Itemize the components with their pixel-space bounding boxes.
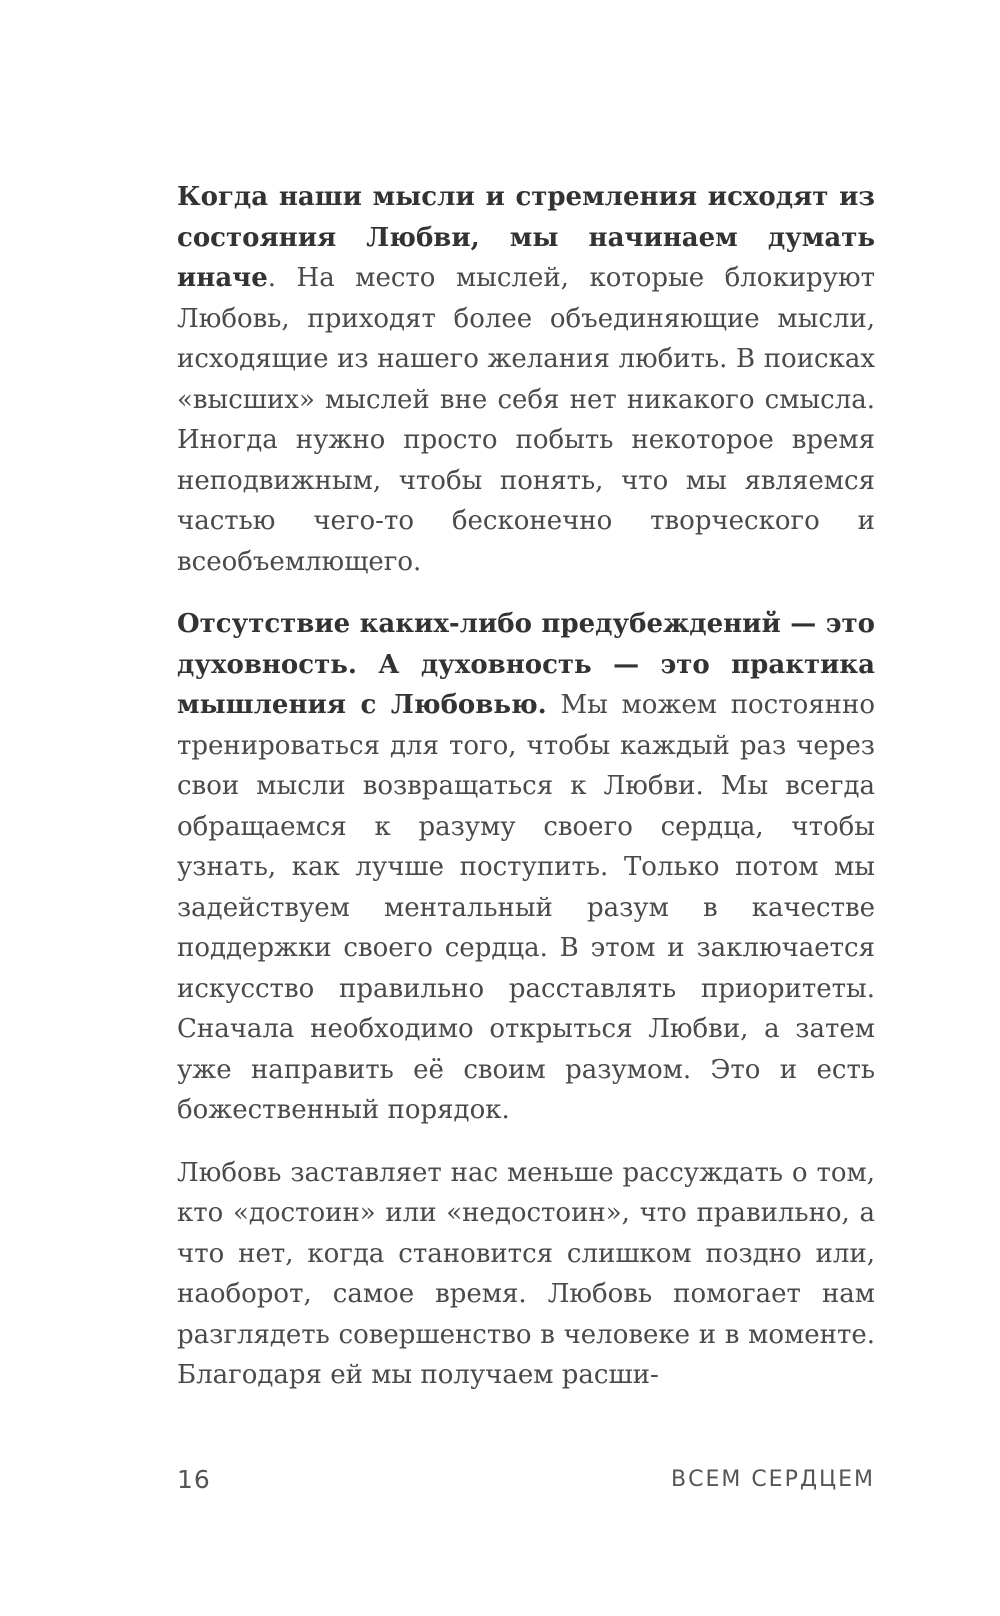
paragraph-3-text: Любовь заставляет нас меньше рассуждать о том, кто «достоин» или «недостоин», что правильно, а что нет, когда становится слишком поздно или, наоборот, самое время. Любовь помогает нам разглядеть совершенство в человеке и в моменте. Благодаря ей мы получаем расши- xyxy=(177,1157,875,1390)
page-number: 16 xyxy=(177,1465,211,1494)
paragraph-3 xyxy=(177,1153,875,1396)
paragraph-1-text: . На место мыслей, которые блокируют Любовь, приходят более объединяющие мысли, исходящие из нашего желания любить. В поисках «высших» мыслей вне себя нет никакого смысла. Иногда нужно просто побыть некоторое время неподвижным, чтобы понять, что мы являемся частью чего-то бесконечно творческого и всеобъемлющего. xyxy=(177,263,875,577)
body-text xyxy=(177,177,875,1418)
paragraph-1-bold: Когда наши мысли и стремления исходят из состояния Любви, мы начинаем думать иначе xyxy=(177,182,875,293)
paragraph-1 xyxy=(177,177,875,582)
paragraph-2 xyxy=(177,604,875,1131)
paragraph-2-text: Мы можем постоянно тренироваться для того, чтобы каждый раз через свои мысли возвращаться к Любви. Мы всегда обращаемся к разуму своего сердца, чтобы узнать, как лучше поступить. Только потом мы задействуем ментальный разум в качестве поддержки своего сердца. В этом и заключается искусство правильно расставлять приоритеты. Сначала необходимо открыться Любви, а затем уже направить её своим разумом. Это и есть божественный порядок. xyxy=(177,690,875,1125)
paragraph-2-bold: Отсутствие каких-либо предубеждений — это духовность. А духовность — это практика мышления с Любовью. xyxy=(177,609,875,720)
running-title: ВСЕМ СЕРДЦЕМ xyxy=(670,1467,875,1492)
